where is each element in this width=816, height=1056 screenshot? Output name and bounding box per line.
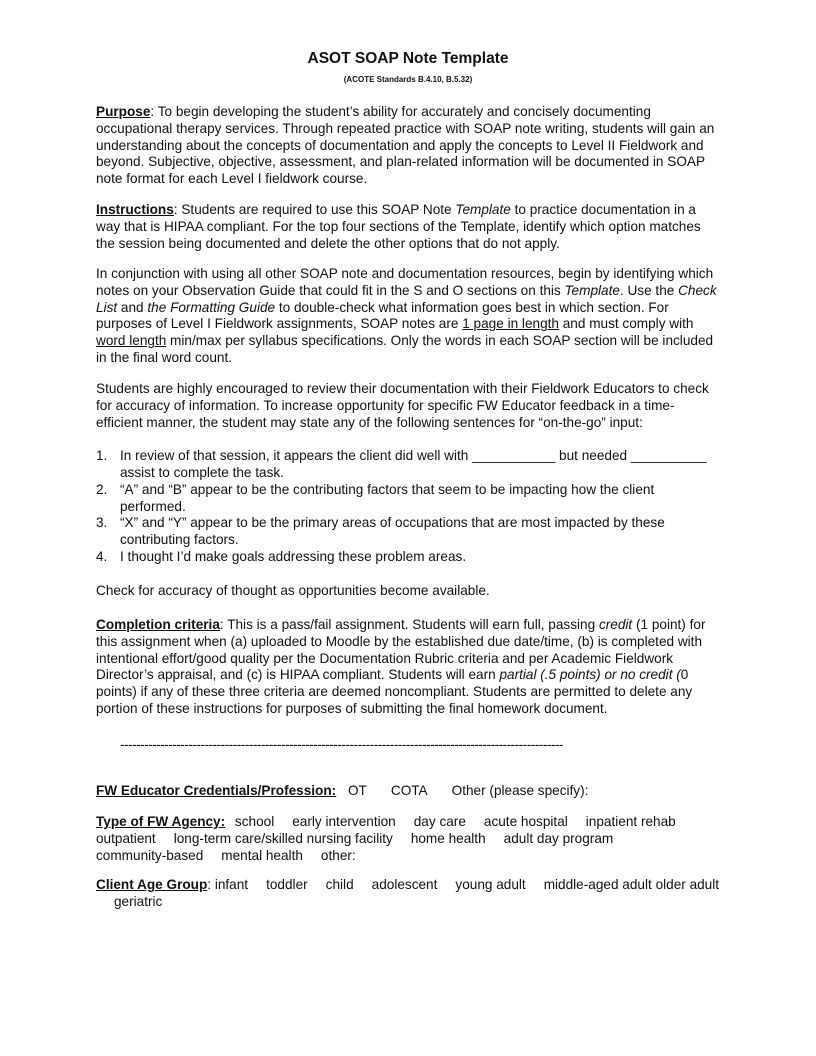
list-text: “A” and “B” appear to be the contributing factors that seem to be impacting how the client performed. bbox=[120, 482, 655, 514]
instructions-label: Instructions bbox=[96, 202, 174, 217]
agency-option-outpatient[interactable]: outpatient bbox=[96, 830, 156, 846]
credential-option-other[interactable]: Other (please specify): bbox=[451, 783, 589, 798]
agency-option-long-term-care[interactable]: long-term care/skilled nursing facility bbox=[173, 830, 393, 846]
age-option-middle-aged-adult[interactable]: middle-aged adult bbox=[543, 877, 652, 892]
list-number: 2. bbox=[96, 482, 108, 497]
instructions-text: : Students are required to use this SOAP Note bbox=[173, 202, 456, 217]
page-length-phrase: 1 page in length bbox=[462, 316, 559, 332]
agency-option-acute-hospital[interactable]: acute hospital bbox=[483, 814, 568, 829]
instructions-paragraph bbox=[96, 202, 720, 252]
conjunction-text-3: and bbox=[117, 299, 148, 315]
agency-option-early-intervention[interactable]: early intervention bbox=[292, 814, 396, 829]
completion-label: Completion criteria bbox=[96, 617, 220, 632]
word-length-phrase: word length bbox=[96, 333, 167, 349]
purpose-label: Purpose bbox=[96, 104, 151, 119]
purpose-text: : To begin developing the student’s ability for accurately and concisely documenting occupational therapy services. Through repeated practice with SOAP note writing, students will gain an understanding about the concepts of documentation and apply the concepts to Level II Fieldwork and beyond. Subjective, objective, assessment, and plan-related information will be documented in SOAP note format for each Level I fieldwork course. bbox=[96, 104, 715, 187]
age-option-young-adult[interactable]: young adult bbox=[455, 877, 526, 892]
check-list-word: Check List bbox=[96, 282, 717, 315]
document-title: ASOT SOAP Note Template bbox=[307, 50, 509, 67]
check-paragraph: Check for accuracy of thought as opportunities become available. bbox=[96, 583, 490, 598]
instructions-text-end: to practice documentation in a way that is HIPAA compliant. For the top four sections of the Template, identify which option matches the session being documented and delete the other options that do not apply. bbox=[96, 202, 701, 251]
credential-option-cota[interactable]: COTA bbox=[390, 783, 428, 798]
conjunction-template-word: Template bbox=[564, 282, 620, 298]
conjunction-text-6: min/max per syllabus specifications. Only the words in each SOAP section will be included in the final word count. bbox=[96, 333, 714, 365]
list-text: I thought I’d make goals addressing these problem areas. bbox=[120, 549, 467, 564]
encourage-paragraph: Students are highly encouraged to review their documentation with their Fieldwork Educators to check for accuracy of information. To increase opportunity for specific FW Educator feedback in a time-efficient manner, the student may state any of the following sentences for “on-the-go” input: bbox=[96, 381, 709, 430]
list-number: 3. bbox=[96, 515, 108, 530]
agency-option-mental-health[interactable]: mental health bbox=[221, 847, 303, 863]
agency-option-inpatient-rehab[interactable]: inpatient rehab bbox=[585, 814, 676, 829]
formatting-guide-word: the Formatting Guide bbox=[147, 299, 276, 315]
agency-option-home-health[interactable]: home health bbox=[410, 830, 486, 846]
completion-paragraph bbox=[96, 617, 720, 718]
instructions-template-word: Template bbox=[455, 202, 511, 217]
age-option-infant[interactable]: infant bbox=[214, 877, 249, 892]
conjunction-text-4: to double-check what information goes best in which section. For purposes of Level I Fieldwork assignments, SOAP notes are bbox=[96, 299, 669, 332]
purpose-paragraph bbox=[96, 104, 720, 188]
section-divider: -------------------------------------------------------------------------------------------------------------- bbox=[120, 737, 563, 752]
credentials-line bbox=[96, 783, 720, 800]
credential-option-ot[interactable]: OT bbox=[347, 783, 367, 798]
credit-word: credit bbox=[598, 617, 633, 632]
completion-text-3: 0 points) if any of these three criteria are deemed noncompliant. Students are permitted to delete any portion of these instructions for purposes of submitting the final homework document. bbox=[96, 667, 693, 716]
age-group-line: Client Age Group: infant toddler child adolescent young adult middle-aged adult older adultgeriatric bbox=[96, 877, 720, 909]
completion-text: : This is a pass/fail assignment. Students will earn full, passing bbox=[219, 617, 599, 632]
list-text: In review of that session, it appears the client did well with ___________ but needed __________ assist to complete the task. bbox=[120, 448, 707, 480]
agency-line bbox=[96, 814, 720, 864]
list-number: 1. bbox=[96, 448, 108, 463]
age-option-geriatric[interactable]: geriatric bbox=[114, 893, 163, 909]
conjunction-text-5: and must comply with bbox=[558, 316, 694, 332]
list-number: 4. bbox=[96, 549, 108, 564]
partial-credit-phrase: partial (.5 points) or no credit ( bbox=[499, 667, 681, 683]
age-option-older-adult[interactable]: older adult bbox=[655, 877, 720, 892]
agency-option-adult-day-program[interactable]: adult day program bbox=[503, 830, 614, 846]
age-option-child[interactable]: child bbox=[325, 877, 354, 892]
list-text: “X” and “Y” appear to be the primary areas of occupations that are most impacted by these contributing factors. bbox=[120, 515, 665, 547]
completion-text-2: (1 point) for this assignment when (a) uploaded to Moodle by the established due date/time, (b) is completed with intentional effort/good quality per the Documentation Rubric criteria and per Academic Fieldwork Director’s appraisal, and (c) is HIPAA compliant. Students will earn bbox=[96, 617, 706, 683]
agency-option-school[interactable]: school bbox=[234, 814, 275, 829]
age-option-adolescent[interactable]: adolescent bbox=[371, 877, 438, 892]
age-option-toddler[interactable]: toddler bbox=[266, 877, 308, 892]
credentials-label: FW Educator Credentials/Profession: bbox=[96, 783, 337, 798]
agency-label: Type of FW Agency: bbox=[96, 814, 226, 829]
conjunction-text-2: . Use the bbox=[619, 282, 679, 298]
agency-option-day-care[interactable]: day care bbox=[413, 814, 466, 829]
conjunction-paragraph bbox=[96, 266, 720, 367]
conjunction-text: In conjunction with using all other SOAP note and documentation resources, begin by identifying which notes on your Observation Guide that could fit in the S and O sections on this bbox=[96, 266, 714, 298]
age-group-label: Client Age Group bbox=[96, 877, 208, 892]
agency-option-other[interactable]: other: bbox=[320, 847, 356, 863]
document-subtitle: (ACOTE Standards B.4.10, B.5.32) bbox=[343, 75, 473, 84]
agency-option-community-based[interactable]: community-based bbox=[96, 847, 204, 863]
